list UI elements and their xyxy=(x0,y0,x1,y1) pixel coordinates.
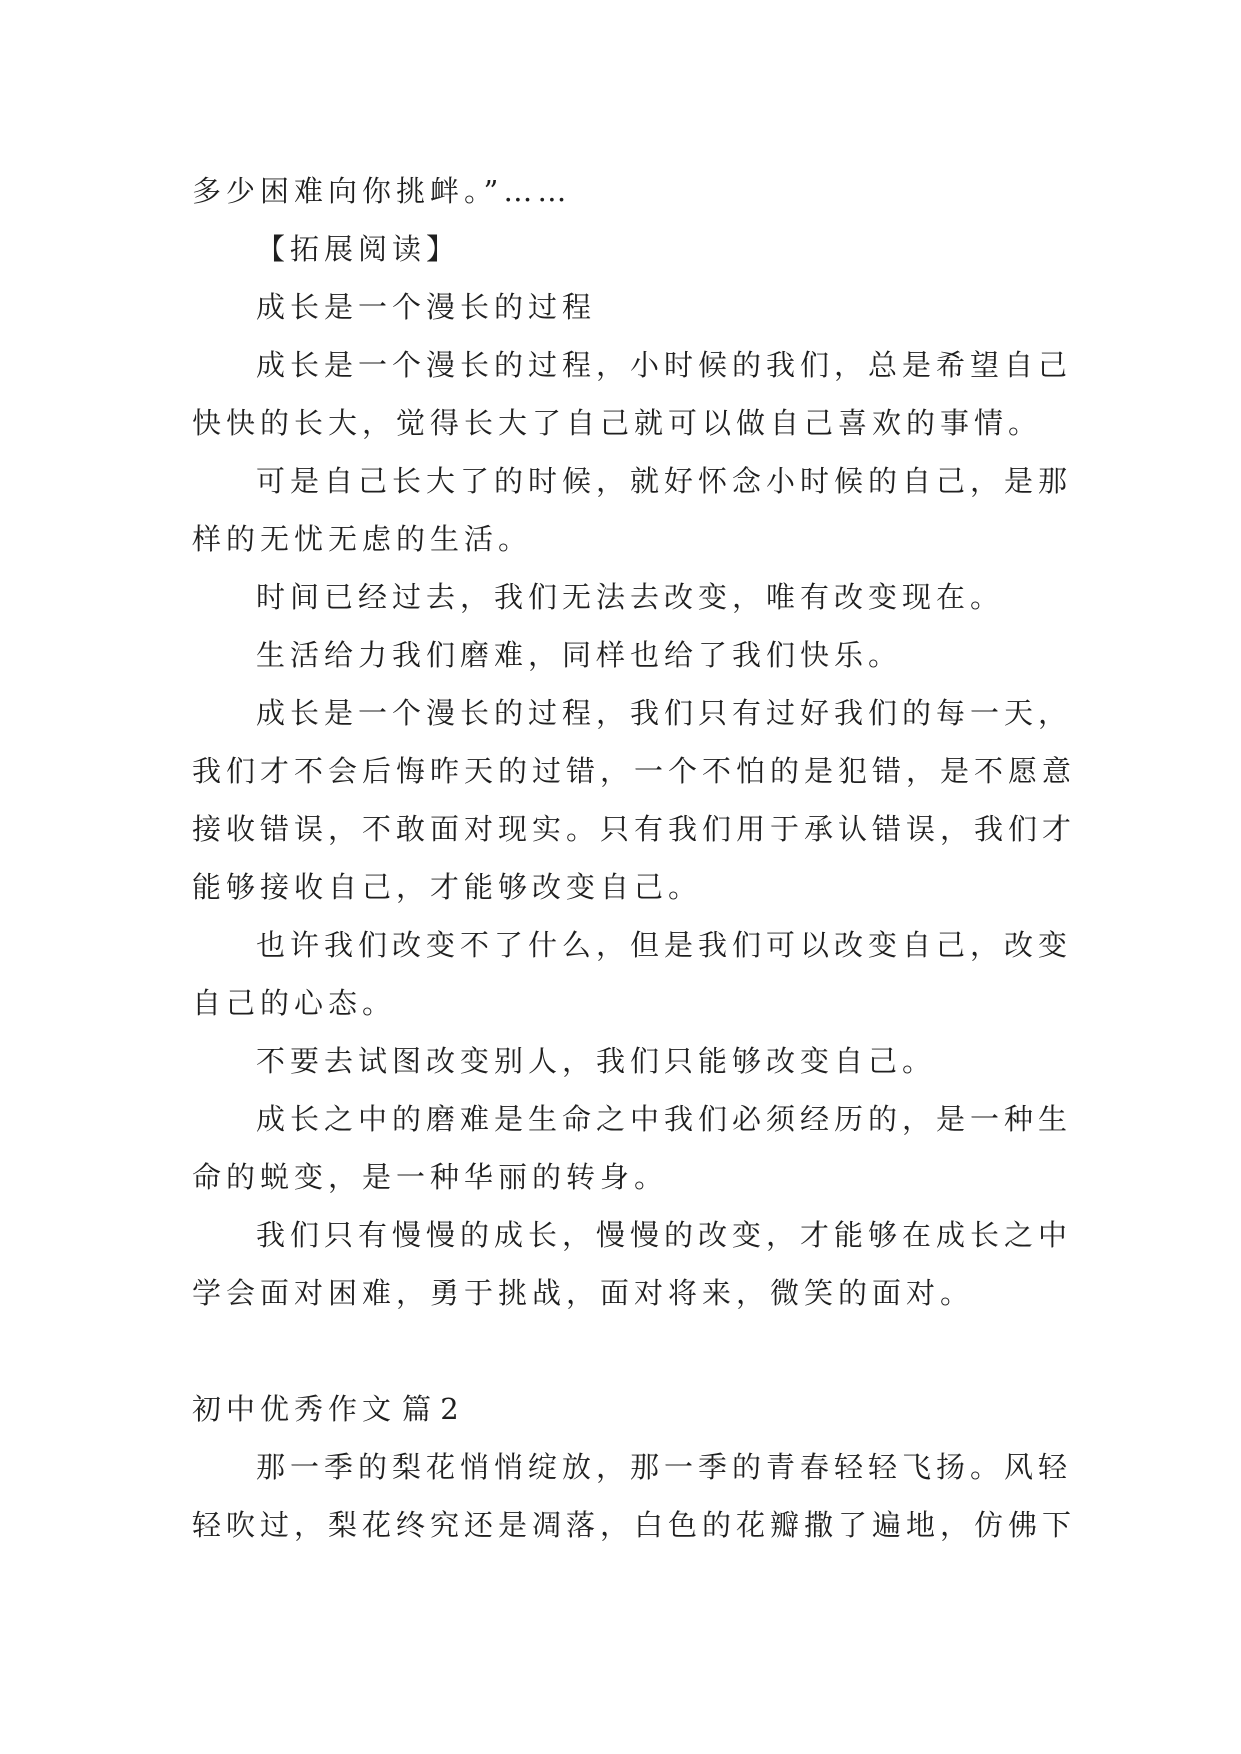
section-heading-title: 初中优秀作文 xyxy=(192,1392,397,1426)
text-line: 自己的心态。 xyxy=(192,986,397,1020)
text-line: 多少困难向你挑衅。”…… xyxy=(192,174,572,208)
text-line: 成长是一个漫长的过程，我们只有过好我们的每一天， xyxy=(256,696,1073,730)
text-line: 可是自己长大了的时候，就好怀念小时候的自己，是那 xyxy=(256,464,1073,498)
text-line: 不要去试图改变别人，我们只能够改变自己。 xyxy=(256,1044,937,1078)
text-line: 那一季的梨花悄悄绽放，那一季的青春轻轻飞扬。风轻 xyxy=(256,1450,1073,1484)
text-line: 也许我们改变不了什么，但是我们可以改变自己，改变 xyxy=(256,928,1073,962)
text-line: 能够接收自己，才能够改变自己。 xyxy=(192,870,703,904)
text-line: 学会面对困难，勇于挑战，面对将来，微笑的面对。 xyxy=(192,1276,975,1310)
text-line: 接收错误，不敢面对现实。只有我们用于承认错误，我们才 xyxy=(192,812,1077,846)
section-heading-number: 篇 2 xyxy=(402,1392,459,1426)
text-line: 时间已经过去，我们无法去改变，唯有改变现在。 xyxy=(256,580,1005,614)
text-line: 成长之中的磨难是生命之中我们必须经历的，是一种生 xyxy=(256,1102,1073,1136)
document-body xyxy=(192,162,1077,1554)
text-line: 快快的长大，觉得长大了自己就可以做自己喜欢的事情。 xyxy=(192,406,1043,440)
section-heading xyxy=(192,1380,1072,1438)
text-line: 我们只有慢慢的成长，慢慢的改变，才能够在成长之中 xyxy=(256,1218,1073,1252)
reading-section-label: 【拓展阅读】 xyxy=(256,232,461,266)
text-line: 生活给力我们磨难，同样也给了我们快乐。 xyxy=(256,638,903,672)
text-line: 样的无忧无虑的生活。 xyxy=(192,522,533,556)
text-line: 成长是一个漫长的过程，小时候的我们，总是希望自己 xyxy=(256,348,1073,382)
text-line: 轻吹过，梨花终究还是凋落，白色的花瓣撒了遍地，仿佛下 xyxy=(192,1508,1077,1542)
article-title: 成长是一个漫长的过程 xyxy=(256,290,597,324)
text-line: 我们才不会后悔昨天的过错，一个不怕的是犯错，是不愿意 xyxy=(192,754,1077,788)
text-line: 命的蜕变，是一种华丽的转身。 xyxy=(192,1160,669,1194)
